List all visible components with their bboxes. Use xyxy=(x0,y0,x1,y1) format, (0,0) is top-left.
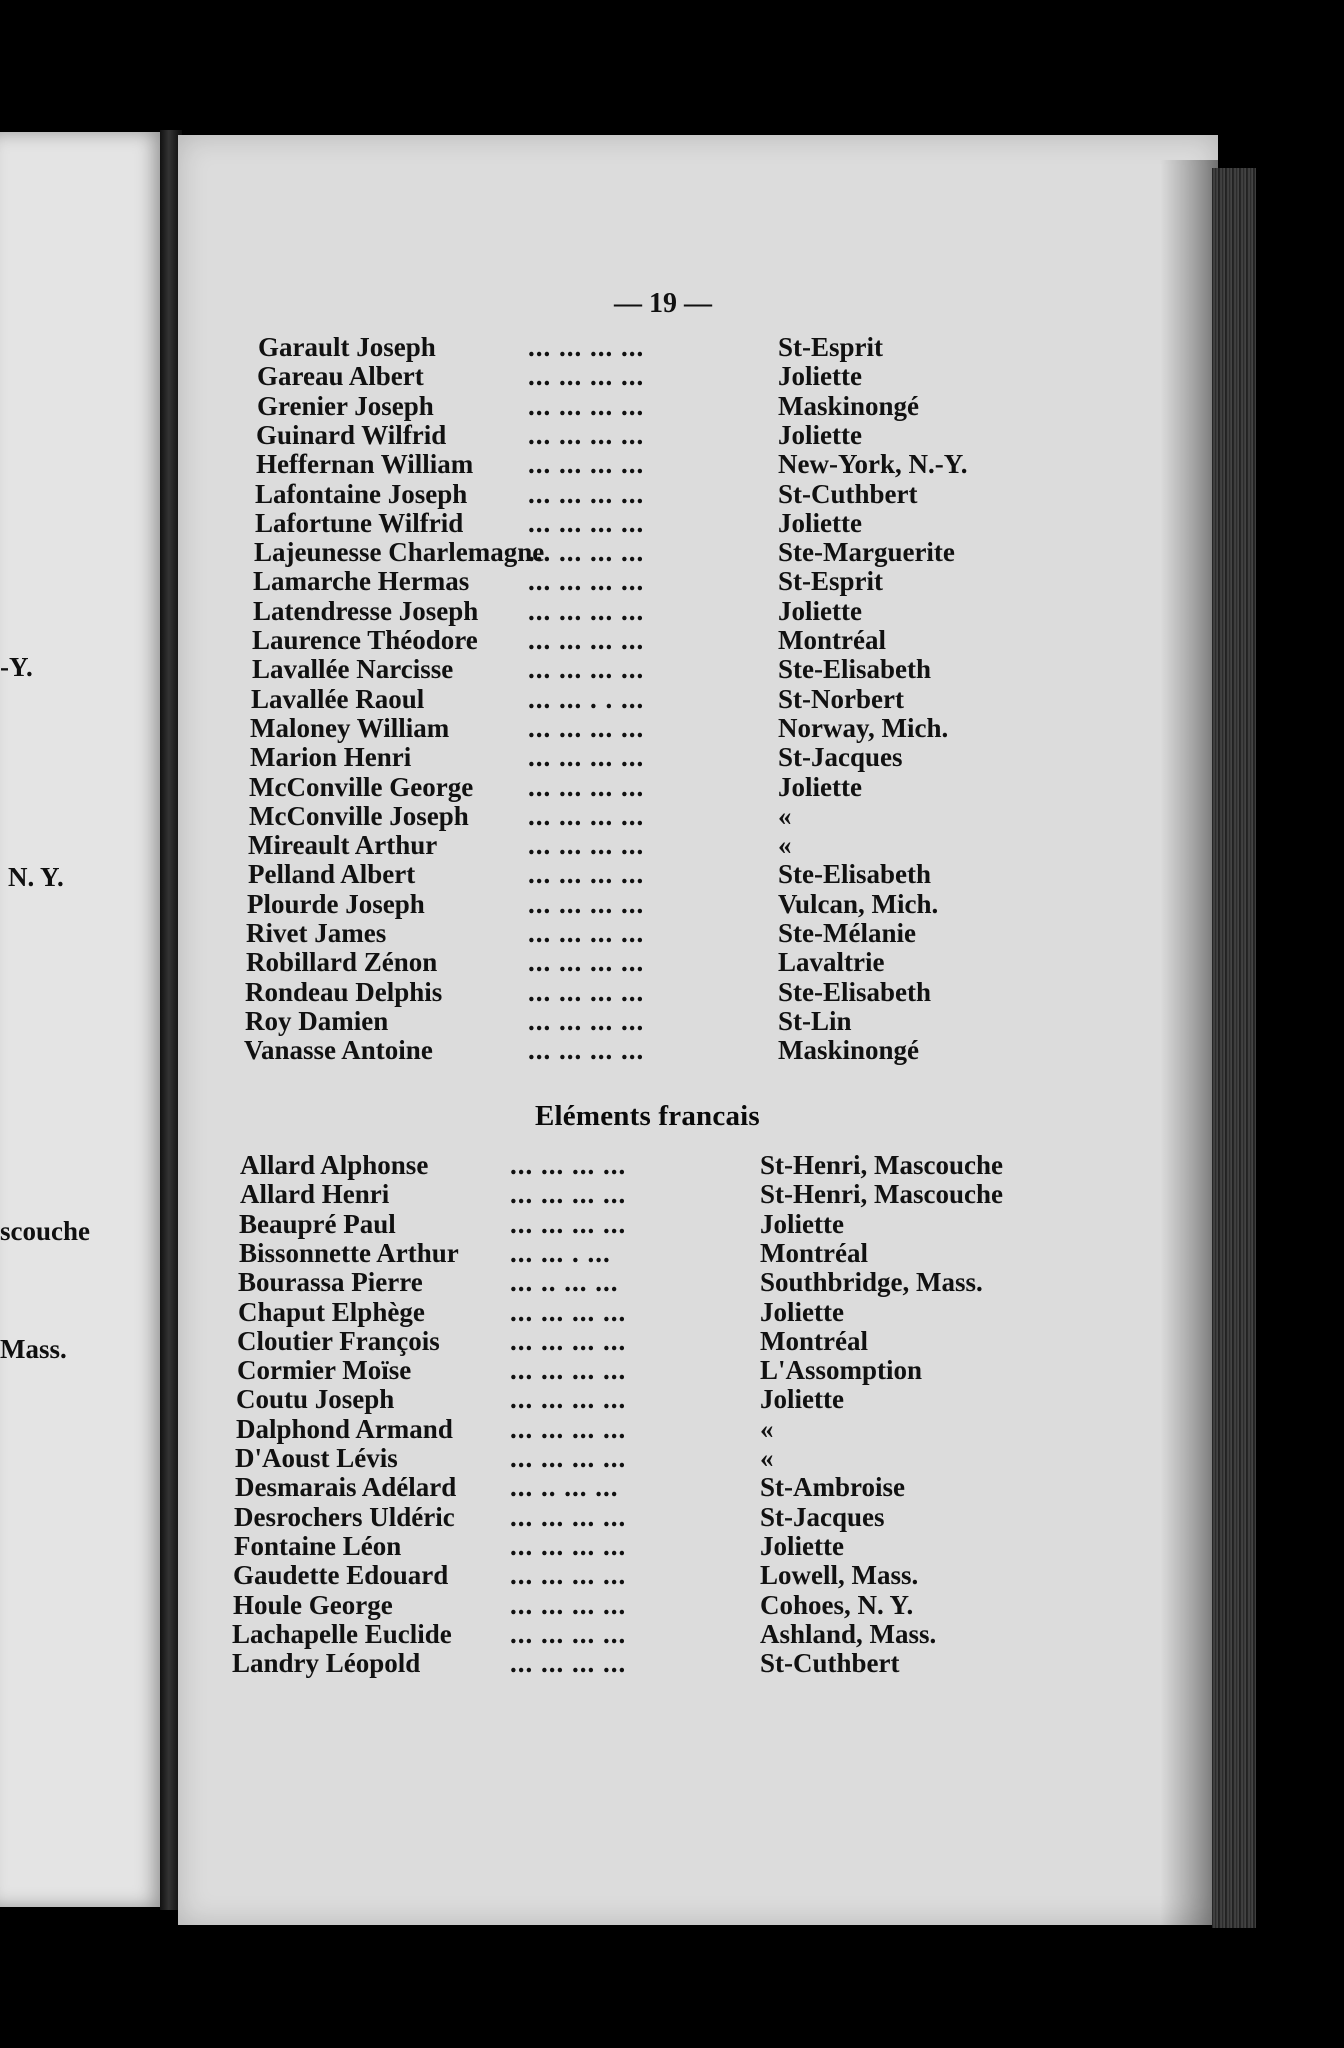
leader-dots: ... .. ... ... xyxy=(510,1472,619,1502)
entry-place: « xyxy=(778,830,792,860)
entry-place: St-Jacques xyxy=(778,742,903,772)
list-item xyxy=(234,1502,1014,1532)
leader-dots: ... ... ... ... xyxy=(528,947,645,977)
entry-name: McConville George xyxy=(249,772,474,802)
entry-place: Maskinongé xyxy=(778,1035,920,1065)
leader-dots: ... ... ... ... xyxy=(510,1590,627,1620)
list-item xyxy=(240,1150,1020,1180)
entry-name: Pelland Albert xyxy=(248,859,416,889)
leader-dots: ... ... ... ... xyxy=(528,713,645,743)
entry-place: Vulcan, Mich. xyxy=(778,889,939,919)
leader-dots: ... ... ... ... xyxy=(528,830,645,860)
list-item xyxy=(236,1384,1016,1414)
entry-name: Allard Alphonse xyxy=(240,1150,429,1180)
entry-name: D'Aoust Lévis xyxy=(235,1443,398,1473)
list-item xyxy=(253,596,1033,626)
entry-place: St-Jacques xyxy=(760,1502,885,1532)
list-item xyxy=(251,684,1031,714)
leader-dots: ... ... ... ... xyxy=(528,391,645,421)
list-item xyxy=(250,742,1030,772)
leader-dots: ... ... ... ... xyxy=(510,1531,627,1561)
leader-dots: ... ... ... ... xyxy=(528,332,645,362)
entry-place: Lavaltrie xyxy=(778,947,885,977)
entry-place: St-Esprit xyxy=(778,566,884,596)
entry-name: Lafontaine Joseph xyxy=(255,479,468,509)
list-item xyxy=(238,1297,1018,1327)
entry-name: Allard Henri xyxy=(240,1179,390,1209)
list-item xyxy=(235,1443,1015,1473)
leader-dots: ... ... ... ... xyxy=(528,654,645,684)
entry-name: Rivet James xyxy=(246,918,387,948)
entry-place: Norway, Mich. xyxy=(778,713,949,743)
entry-place: « xyxy=(760,1443,774,1473)
entry-name: Mireault Arthur xyxy=(248,830,438,860)
list-item xyxy=(250,713,1030,743)
entry-place: St-Norbert xyxy=(778,684,904,714)
entry-name: Desmarais Adélard xyxy=(235,1472,457,1502)
leader-dots: ... ... ... ... xyxy=(510,1150,627,1180)
entry-name: Cloutier François xyxy=(237,1326,440,1356)
leader-dots: ... ... ... ... xyxy=(510,1619,627,1649)
entry-name: Bourassa Pierre xyxy=(238,1267,423,1297)
entry-place: Joliette xyxy=(760,1209,844,1239)
list-item xyxy=(234,1531,1014,1561)
leader-dots: ... ... ... ... xyxy=(510,1560,627,1590)
entry-name: Grenier Joseph xyxy=(257,391,434,421)
entry-place: Ste-Elisabeth xyxy=(778,654,932,684)
left-page xyxy=(0,132,166,1907)
list-item xyxy=(254,537,1034,567)
leader-dots: ... ... ... ... xyxy=(528,801,645,831)
list-item xyxy=(232,1648,1012,1678)
entry-name: Cormier Moïse xyxy=(237,1355,412,1385)
leader-dots: ... ... ... ... xyxy=(528,537,645,567)
entry-name: Gareau Albert xyxy=(257,361,424,391)
leader-dots: ... ... ... ... xyxy=(528,1006,645,1036)
page-edges xyxy=(1212,168,1256,1928)
entry-place: Joliette xyxy=(760,1297,844,1327)
leader-dots: ... ... ... ... xyxy=(510,1443,627,1473)
leader-dots: ... ... . . ... xyxy=(528,684,645,714)
list-item xyxy=(249,801,1029,831)
leader-dots: ... ... . ... xyxy=(510,1238,611,1268)
list-item xyxy=(252,625,1032,655)
entry-name: Fontaine Léon xyxy=(234,1531,402,1561)
leader-dots: ... ... ... ... xyxy=(528,361,645,391)
entry-place: Lowell, Mass. xyxy=(760,1560,919,1590)
list-item xyxy=(239,1209,1019,1239)
entry-name: Garault Joseph xyxy=(258,332,436,362)
list-item xyxy=(246,918,1026,948)
list-item xyxy=(237,1355,1017,1385)
entry-name: Desrochers Uldéric xyxy=(234,1502,455,1532)
entry-name: Laurence Théodore xyxy=(252,625,478,655)
entry-place: St-Esprit xyxy=(778,332,884,362)
list-item xyxy=(232,1619,1012,1649)
leader-dots: ... ... ... ... xyxy=(528,1035,645,1065)
leader-dots: ... ... ... ... xyxy=(510,1414,627,1444)
leader-dots: ... ... ... ... xyxy=(510,1502,627,1532)
list-item xyxy=(255,479,1035,509)
list-item xyxy=(257,391,1037,421)
entry-place: Joliette xyxy=(778,508,862,538)
leader-dots: ... ... ... ... xyxy=(528,449,645,479)
list-item xyxy=(246,947,1026,977)
entry-place: Joliette xyxy=(778,361,862,391)
leader-dots: ... ... ... ... xyxy=(510,1179,627,1209)
entry-name: Marion Henri xyxy=(250,742,412,772)
entry-name: Latendresse Joseph xyxy=(253,596,479,626)
entry-name: Lachapelle Euclide xyxy=(232,1619,452,1649)
list-item xyxy=(253,566,1033,596)
leader-dots: ... ... ... ... xyxy=(528,918,645,948)
list-item xyxy=(255,508,1035,538)
leader-dots: ... ... ... ... xyxy=(528,889,645,919)
list-item xyxy=(248,830,1028,860)
entry-name: Houle George xyxy=(233,1590,393,1620)
entry-place: Ste-Elisabeth xyxy=(778,859,932,889)
entry-place: Joliette xyxy=(760,1531,844,1561)
leader-dots: ... ... ... ... xyxy=(528,859,645,889)
entry-place: Montréal xyxy=(760,1326,868,1356)
list-item xyxy=(258,332,1038,362)
entry-place: L'Assomption xyxy=(760,1355,923,1385)
entry-place: « xyxy=(760,1414,774,1444)
section-heading: Eléments francais xyxy=(535,1100,760,1132)
leader-dots: ... ... ... ... xyxy=(528,625,645,655)
leader-dots: ... ... ... ... xyxy=(528,772,645,802)
list-item xyxy=(252,654,1032,684)
leader-dots: ... ... ... ... xyxy=(510,1384,627,1414)
list-item xyxy=(257,361,1037,391)
entry-place: St-Henri, Mascouche xyxy=(760,1150,1003,1180)
entry-place: Joliette xyxy=(760,1384,844,1414)
entry-name: Lajeunesse Charlemagne xyxy=(254,537,545,567)
list-item xyxy=(245,1006,1025,1036)
entry-name: Lavallée Narcisse xyxy=(252,654,454,684)
entry-name: Lafortune Wilfrid xyxy=(255,508,464,538)
entry-place: Cohoes, N. Y. xyxy=(760,1590,914,1620)
entry-place: Joliette xyxy=(778,596,862,626)
leader-dots: ... ... ... ... xyxy=(528,566,645,596)
entry-place: New-York, N.-Y. xyxy=(778,449,968,479)
leader-dots: ... ... ... ... xyxy=(510,1355,627,1385)
entry-name: Rondeau Delphis xyxy=(245,977,443,1007)
entry-place: Ashland, Mass. xyxy=(760,1619,937,1649)
leader-dots: ... ... ... ... xyxy=(528,742,645,772)
entry-name: Roy Damien xyxy=(245,1006,389,1036)
entry-place: St-Lin xyxy=(778,1006,852,1036)
list-item xyxy=(256,420,1036,450)
entry-place: St-Cuthbert xyxy=(778,479,918,509)
list-item xyxy=(235,1472,1015,1502)
entry-place: Joliette xyxy=(778,420,862,450)
entry-name: Landry Léopold xyxy=(232,1648,421,1678)
entry-place: Maskinongé xyxy=(778,391,920,421)
list-item xyxy=(249,772,1029,802)
list-item xyxy=(240,1179,1020,1209)
left-page-fragment: N. Y. xyxy=(8,862,64,892)
list-item xyxy=(236,1414,1016,1444)
list-item xyxy=(239,1238,1019,1268)
entry-place: Ste-Elisabeth xyxy=(778,977,932,1007)
leader-dots: ... ... ... ... xyxy=(510,1297,627,1327)
page-number: — 19 — xyxy=(614,288,712,319)
page-edge-shadow xyxy=(1160,160,1220,1930)
entry-name: Robillard Zénon xyxy=(246,947,438,977)
list-item xyxy=(238,1267,1018,1297)
entry-place: Joliette xyxy=(778,772,862,802)
entry-place: Ste-Marguerite xyxy=(778,537,955,567)
leader-dots: ... ... ... ... xyxy=(510,1209,627,1239)
entry-name: Coutu Joseph xyxy=(236,1384,395,1414)
list-item xyxy=(248,859,1028,889)
entry-place: St-Cuthbert xyxy=(760,1648,900,1678)
left-page-fragment: -Y. xyxy=(0,652,33,682)
list-item xyxy=(245,977,1025,1007)
leader-dots: ... ... ... ... xyxy=(528,596,645,626)
leader-dots: ... ... ... ... xyxy=(528,508,645,538)
leader-dots: ... ... ... ... xyxy=(510,1326,627,1356)
list-item xyxy=(244,1035,1024,1065)
entry-name: Chaput Elphège xyxy=(238,1297,425,1327)
leader-dots: ... ... ... ... xyxy=(528,977,645,1007)
leader-dots: ... ... ... ... xyxy=(528,420,645,450)
entry-name: Vanasse Antoine xyxy=(244,1035,433,1065)
list-item xyxy=(233,1590,1013,1620)
list-item xyxy=(256,449,1036,479)
entry-name: Guinard Wilfrid xyxy=(256,420,447,450)
entry-name: McConville Joseph xyxy=(249,801,469,831)
entry-name: Lamarche Hermas xyxy=(253,566,470,596)
entry-name: Bissonnette Arthur xyxy=(239,1238,459,1268)
leader-dots: ... ... ... ... xyxy=(528,479,645,509)
entry-name: Plourde Joseph xyxy=(247,889,425,919)
entry-name: Lavallée Raoul xyxy=(251,684,425,714)
left-page-fragment: scouche xyxy=(0,1216,90,1246)
list-item xyxy=(237,1326,1017,1356)
entry-place: Montréal xyxy=(760,1238,868,1268)
entry-name: Beaupré Paul xyxy=(239,1209,396,1239)
list-item xyxy=(233,1560,1013,1590)
entry-name: Heffernan William xyxy=(256,449,474,479)
entry-place: St-Henri, Mascouche xyxy=(760,1179,1003,1209)
left-page-fragment: Mass. xyxy=(0,1334,67,1364)
entry-place: « xyxy=(778,801,792,831)
entry-place: Montréal xyxy=(778,625,886,655)
entry-name: Gaudette Edouard xyxy=(233,1560,449,1590)
entry-name: Maloney William xyxy=(250,713,450,743)
entry-place: St-Ambroise xyxy=(760,1472,905,1502)
leader-dots: ... .. ... ... xyxy=(510,1267,619,1297)
entry-place: Ste-Mélanie xyxy=(778,918,916,948)
leader-dots: ... ... ... ... xyxy=(510,1648,627,1678)
list-item xyxy=(247,889,1027,919)
entry-name: Dalphond Armand xyxy=(236,1414,453,1444)
entry-place: Southbridge, Mass. xyxy=(760,1267,983,1297)
